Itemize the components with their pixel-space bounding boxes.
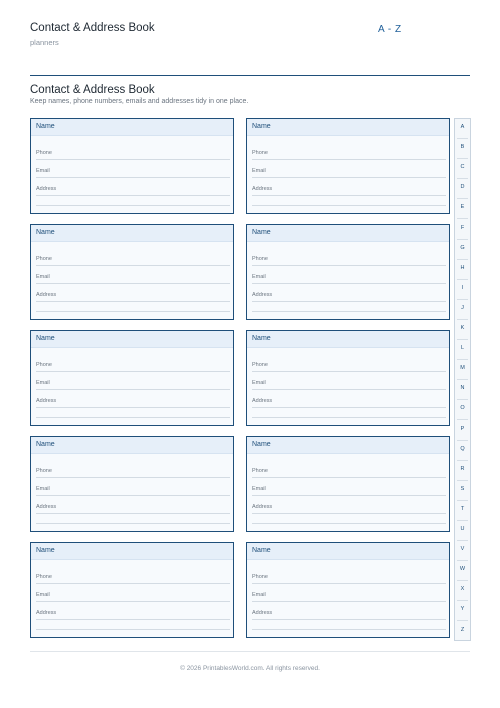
index-separator: [457, 138, 468, 139]
index-letter[interactable]: H: [460, 264, 465, 271]
write-line: [252, 177, 446, 178]
index-letter[interactable]: D: [460, 184, 465, 191]
email-label: Email: [252, 380, 266, 386]
write-line: [252, 619, 446, 620]
phone-label: Phone: [252, 256, 268, 262]
phone-label: Phone: [252, 468, 268, 474]
index-letter[interactable]: Q: [460, 445, 465, 452]
contact-card: [30, 330, 234, 426]
index-letter[interactable]: F: [460, 224, 465, 231]
index-letter[interactable]: E: [460, 204, 465, 211]
address-extra-line: [36, 205, 230, 206]
alphabet-index-rail: [454, 118, 471, 641]
index-letter[interactable]: W: [459, 566, 466, 573]
index-separator: [457, 500, 468, 501]
phone-field[interactable]: [36, 362, 230, 368]
email-label: Email: [252, 592, 266, 598]
address-field[interactable]: [252, 292, 446, 298]
address-extra-line: [36, 629, 230, 630]
index-separator: [457, 339, 468, 340]
email-label: Email: [36, 380, 50, 386]
index-letter[interactable]: C: [460, 164, 465, 171]
phone-field[interactable]: [252, 256, 446, 262]
write-line: [252, 371, 446, 372]
index-letter[interactable]: A: [460, 124, 465, 130]
index-separator: [457, 480, 468, 481]
address-field[interactable]: [36, 186, 230, 192]
index-letter[interactable]: X: [460, 586, 465, 593]
write-line: [36, 583, 230, 584]
write-line: [36, 371, 230, 372]
contact-card: [246, 330, 450, 426]
write-line: [36, 477, 230, 478]
write-line: [252, 407, 446, 408]
footer-divider: [30, 651, 470, 652]
address-field[interactable]: [252, 610, 446, 616]
page-description: Keep names, phone numbers, emails and addresses tidy in one place.: [30, 98, 249, 105]
index-letter[interactable]: J: [461, 304, 464, 311]
site-category[interactable]: planners: [30, 38, 59, 47]
address-field[interactable]: [252, 504, 446, 510]
address-extra-line: [252, 205, 446, 206]
name-field[interactable]: Name: [247, 331, 449, 348]
index-letter[interactable]: G: [460, 244, 465, 251]
index-separator: [457, 158, 468, 159]
index-separator: [457, 379, 468, 380]
email-label: Email: [36, 168, 50, 174]
email-label: Email: [252, 274, 266, 280]
email-field[interactable]: [36, 168, 230, 174]
email-label: Email: [252, 486, 266, 492]
write-line: [36, 301, 230, 302]
phone-field[interactable]: [252, 150, 446, 156]
address-extra-line: [36, 523, 230, 524]
phone-label: Phone: [36, 150, 52, 156]
index-separator: [457, 259, 468, 260]
email-label: Email: [252, 168, 266, 174]
phone-field[interactable]: [252, 468, 446, 474]
index-letter[interactable]: Z: [460, 626, 465, 633]
address-label: Address: [252, 610, 273, 616]
phone-label: Phone: [36, 468, 52, 474]
email-field[interactable]: [36, 486, 230, 492]
address-extra-line: [36, 417, 230, 418]
address-label: Address: [252, 398, 273, 404]
address-label: Address: [36, 504, 57, 510]
address-label: Address: [36, 292, 57, 298]
site-title: Contact & Address Book: [30, 22, 155, 34]
write-line: [252, 477, 446, 478]
write-line: [36, 265, 230, 266]
address-field[interactable]: [252, 186, 446, 192]
contact-card: [246, 118, 450, 214]
email-label: Email: [36, 486, 50, 492]
write-line: [36, 283, 230, 284]
email-label: Email: [36, 592, 50, 598]
write-line: [36, 619, 230, 620]
index-separator: [457, 520, 468, 521]
name-field[interactable]: Name: [31, 543, 233, 560]
az-nav-link[interactable]: A - Z: [378, 24, 402, 35]
index-letter[interactable]: M: [460, 365, 465, 372]
index-separator: [457, 198, 468, 199]
index-separator: [457, 218, 468, 219]
phone-field[interactable]: [36, 468, 230, 474]
index-separator: [457, 299, 468, 300]
index-letter[interactable]: S: [460, 485, 465, 492]
index-letter[interactable]: R: [460, 465, 465, 472]
footer-copyright: © 2026 PrintablesWorld.com. All rights reserved.: [180, 665, 320, 672]
index-separator: [457, 359, 468, 360]
index-letter[interactable]: Y: [460, 606, 465, 613]
write-line: [36, 407, 230, 408]
address-field[interactable]: [36, 292, 230, 298]
index-separator: [457, 600, 468, 601]
contact-card: [246, 542, 450, 638]
write-line: [252, 495, 446, 496]
index-separator: [457, 540, 468, 541]
index-separator: [457, 319, 468, 320]
contact-card: [30, 224, 234, 320]
phone-field[interactable]: [36, 574, 230, 580]
phone-field[interactable]: [36, 256, 230, 262]
name-field[interactable]: Name: [247, 119, 449, 136]
contact-card: [246, 436, 450, 532]
name-field[interactable]: Name: [31, 437, 233, 454]
address-extra-line: [36, 311, 230, 312]
email-label: Email: [36, 274, 50, 280]
email-field[interactable]: [252, 380, 446, 386]
index-letter[interactable]: T: [460, 505, 465, 512]
name-field[interactable]: Name: [247, 225, 449, 242]
address-extra-line: [252, 523, 446, 524]
address-label: Address: [252, 504, 273, 510]
index-letter[interactable]: N: [460, 385, 465, 392]
index-letter[interactable]: O: [460, 405, 465, 412]
write-line: [36, 601, 230, 602]
address-label: Address: [36, 398, 57, 404]
index-separator: [457, 419, 468, 420]
address-label: Address: [36, 610, 57, 616]
index-separator: [457, 460, 468, 461]
address-extra-line: [252, 311, 446, 312]
address-field[interactable]: [36, 610, 230, 616]
phone-label: Phone: [252, 150, 268, 156]
write-line: [252, 389, 446, 390]
write-line: [36, 495, 230, 496]
address-field[interactable]: [36, 504, 230, 510]
contact-card: [30, 118, 234, 214]
phone-field[interactable]: [252, 362, 446, 368]
address-extra-line: [252, 629, 446, 630]
name-field[interactable]: Name: [247, 543, 449, 560]
write-line: [252, 283, 446, 284]
email-field[interactable]: [36, 380, 230, 386]
phone-field[interactable]: [252, 574, 446, 580]
write-line: [252, 265, 446, 266]
contact-card: [246, 224, 450, 320]
email-field[interactable]: [36, 274, 230, 280]
write-line: [36, 513, 230, 514]
index-separator: [457, 178, 468, 179]
email-field[interactable]: [252, 486, 446, 492]
email-field[interactable]: [36, 592, 230, 598]
write-line: [252, 195, 446, 196]
phone-label: Phone: [36, 256, 52, 262]
email-field[interactable]: [252, 274, 446, 280]
address-label: Address: [252, 186, 273, 192]
phone-field[interactable]: [36, 150, 230, 156]
address-label: Address: [36, 186, 57, 192]
name-field[interactable]: Name: [31, 225, 233, 242]
write-line: [36, 195, 230, 196]
name-field[interactable]: Name: [31, 119, 233, 136]
contact-card: [30, 542, 234, 638]
phone-label: Phone: [252, 362, 268, 368]
phone-label: Phone: [252, 574, 268, 580]
write-line: [252, 159, 446, 160]
index-separator: [457, 239, 468, 240]
write-line: [36, 389, 230, 390]
index-letter[interactable]: B: [460, 144, 465, 151]
write-line: [252, 601, 446, 602]
index-letter[interactable]: V: [460, 546, 465, 553]
address-label: Address: [252, 292, 273, 298]
index-separator: [457, 399, 468, 400]
write-line: [36, 159, 230, 160]
address-field[interactable]: [252, 398, 446, 404]
index-separator: [457, 560, 468, 561]
email-field[interactable]: [252, 168, 446, 174]
name-field[interactable]: Name: [247, 437, 449, 454]
index-separator: [457, 580, 468, 581]
page-title: Contact & Address Book: [30, 84, 155, 96]
address-field[interactable]: [36, 398, 230, 404]
index-letter[interactable]: L: [460, 345, 465, 352]
phone-label: Phone: [36, 574, 52, 580]
write-line: [36, 177, 230, 178]
index-separator: [457, 279, 468, 280]
write-line: [252, 513, 446, 514]
index-letter[interactable]: U: [460, 526, 465, 532]
address-extra-line: [252, 417, 446, 418]
header-divider: [30, 75, 470, 76]
index-letter[interactable]: P: [460, 425, 465, 432]
phone-label: Phone: [36, 362, 52, 368]
email-field[interactable]: [252, 592, 446, 598]
index-separator: [457, 620, 468, 621]
name-field[interactable]: Name: [31, 331, 233, 348]
index-separator: [457, 440, 468, 441]
index-letter[interactable]: I: [461, 284, 464, 291]
contact-card: [30, 436, 234, 532]
write-line: [252, 301, 446, 302]
index-letter[interactable]: K: [460, 325, 465, 331]
write-line: [252, 583, 446, 584]
